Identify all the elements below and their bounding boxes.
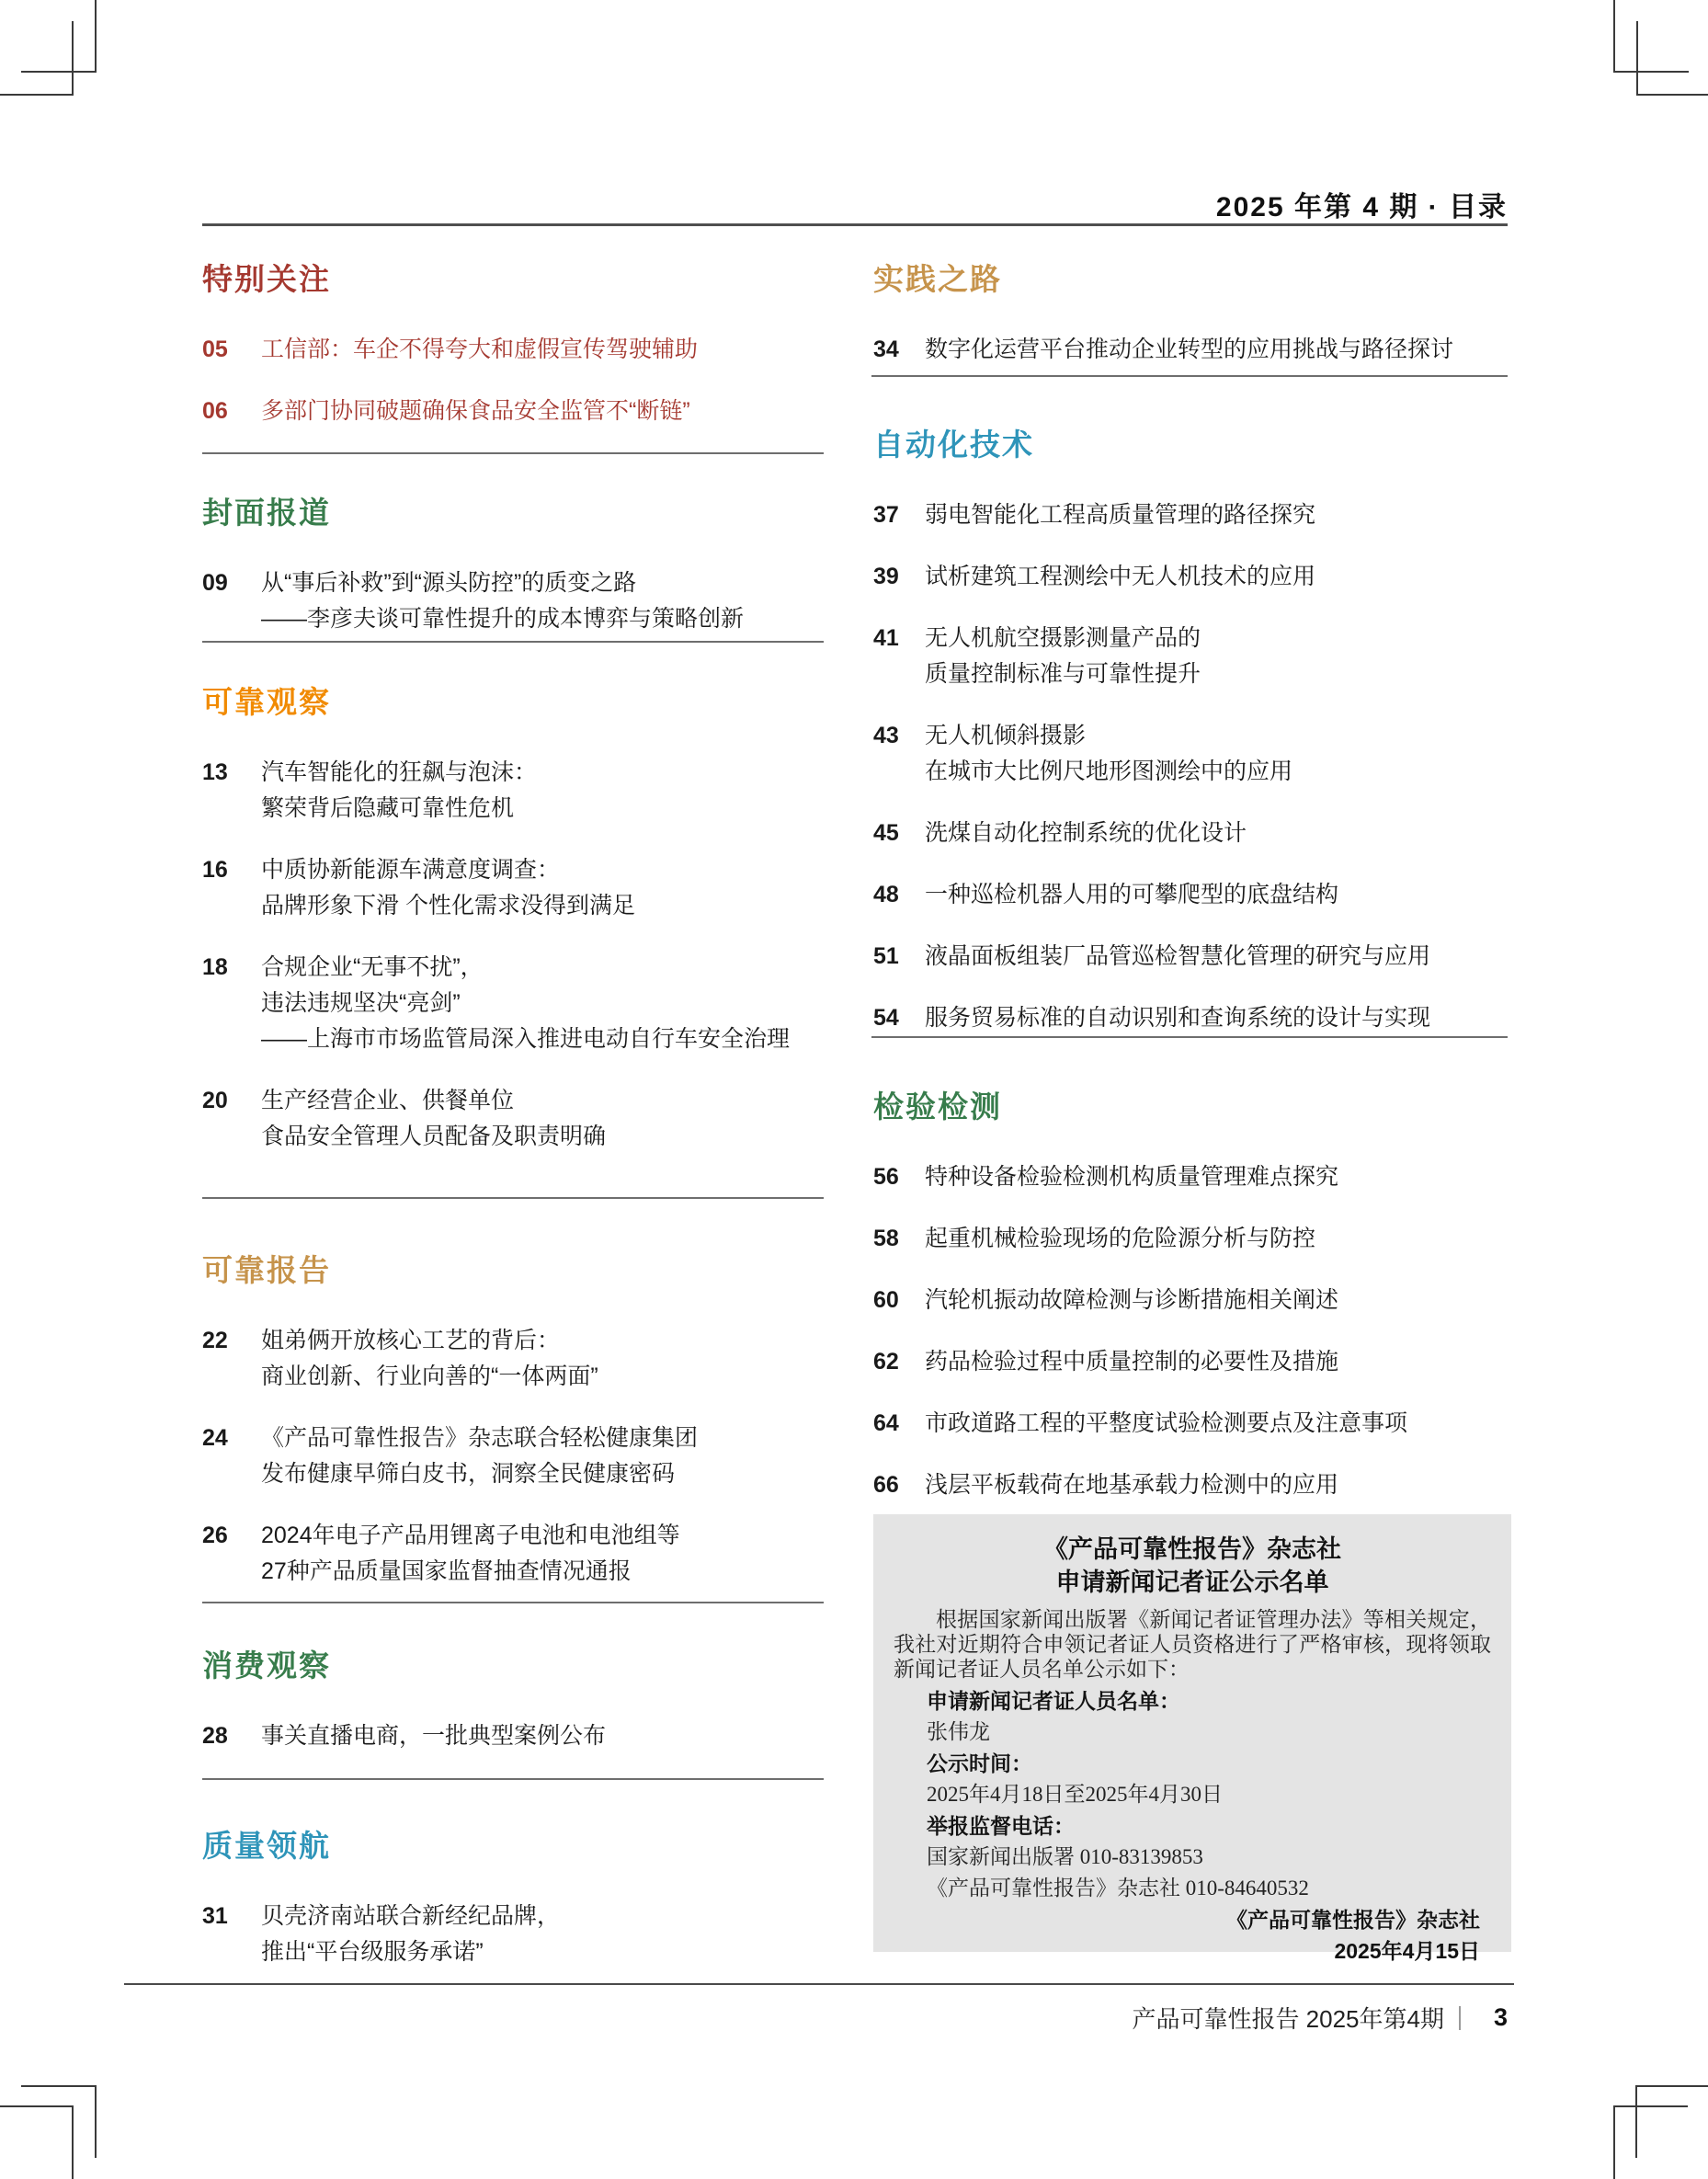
entry-title-line: 药品检验过程中质量控制的必要性及措施 (925, 1349, 1339, 1375)
toc-entry (202, 1420, 824, 1492)
toc-entry (873, 877, 1508, 913)
toc-entry (873, 332, 1508, 368)
entry-title-line: 合规企业“无事不扰”， (261, 954, 484, 980)
notice-title-line2: 申请新闻记者证公示名单 (1055, 1569, 1329, 1596)
entry-title-line: 汽车智能化的狂飙与泡沫： (261, 759, 538, 785)
notice-phone-line1: 国家新闻出版署 010-83139853 (927, 1845, 1203, 1868)
entry-page-number: 06 (202, 398, 228, 424)
entry-page-number: 16 (202, 857, 228, 883)
entry-title-line: 推出“平台级服务承诺” (261, 1939, 484, 1965)
toc-entry (202, 1323, 824, 1395)
toc-entry (202, 950, 824, 1057)
footer-rule (124, 1983, 1514, 1985)
entry-title-line: 数字化运营平台推动企业转型的应用挑战与路径探讨 (925, 337, 1454, 362)
section-cover-story (202, 489, 824, 663)
entry-title-line: 无人机倾斜摄影 (925, 723, 1087, 748)
crop-mark-bottom-left-inner (0, 2105, 74, 2179)
entry-page-number: 05 (202, 337, 228, 362)
notice-names-value: 张伟龙 (927, 1720, 990, 1743)
entry-title-line: 无人机航空摄影测量产品的 (925, 625, 1201, 651)
toc-entry (202, 565, 824, 637)
section-title: 特别关注 (202, 262, 331, 296)
entry-page-number: 39 (873, 564, 899, 589)
entry-title-line: 贝壳济南站联合新经纪品牌， (261, 1903, 561, 1929)
entry-page-number: 66 (873, 1472, 899, 1498)
entry-page-number: 48 (873, 882, 899, 907)
crop-mark-bottom-right-inner (1613, 2105, 1688, 2179)
toc-entry (873, 1159, 1508, 1195)
section-title: 封面报道 (202, 496, 331, 530)
toc-entry (873, 1000, 1508, 1036)
entry-page-number: 43 (873, 723, 899, 748)
section-divider (202, 1197, 824, 1199)
page-title: 2025 年第 4 期 · 目录 (1215, 192, 1508, 222)
entry-page-number: 24 (202, 1425, 228, 1451)
entry-page-number: 58 (873, 1226, 899, 1251)
entry-page-number: 20 (202, 1088, 228, 1113)
entry-title-line: 《产品可靠性报告》杂志联合轻松健康集团 (261, 1425, 699, 1451)
entry-title-line: 起重机械检验现场的危险源分析与防控 (925, 1226, 1316, 1251)
entry-title-line: 在城市大比例尺地形图测绘中的应用 (925, 759, 1293, 784)
section-divider (871, 375, 1508, 377)
section-title: 可靠观察 (202, 685, 331, 719)
entry-title-line: 品牌形象下滑 个性化需求没得到满足 (261, 893, 635, 918)
footer-page-number: 3 (1493, 2003, 1508, 2031)
section-title: 实践之路 (873, 262, 1002, 296)
entry-title-line: 生产经营企业、供餐单位 (261, 1088, 515, 1113)
toc-entry (873, 1283, 1508, 1318)
footer-journal-issue: 产品可靠性报告 2025年第4期 (1132, 2005, 1444, 2033)
entry-page-number: 37 (873, 502, 899, 528)
entry-page-number: 09 (202, 570, 228, 596)
entry-title-line: 商业创新、行业向善的“一体两面” (261, 1363, 598, 1389)
toc-entry (202, 394, 824, 429)
crop-mark-top-right-inner (1636, 21, 1708, 96)
toc-entry (202, 1083, 824, 1155)
toc-entry (873, 1221, 1508, 1257)
entry-title-line: 多部门协同破题确保食品安全监管不“断链” (261, 398, 690, 424)
toc-entry (202, 1899, 824, 1970)
entry-title-line: 液晶面板组装厂品管巡检智慧化管理的研究与应用 (925, 943, 1431, 969)
footer (202, 2001, 1508, 2035)
entry-title-line: 洗煤自动化控制系统的优化设计 (925, 820, 1247, 846)
press-card-notice-box (873, 1514, 1511, 1963)
entry-title-line: 违法违规坚决“亮剑” (261, 990, 461, 1016)
entry-title-line: 质量控制标准与可靠性提升 (925, 661, 1201, 687)
section-divider (202, 641, 824, 643)
entry-title-line: 特种设备检验检测机构质量管理难点探究 (925, 1164, 1339, 1190)
entry-subtitle-line: ——李彦夫谈可靠性提升的成本博弈与策略创新 (261, 606, 745, 632)
section-title: 消费观察 (202, 1649, 331, 1683)
entry-title-line: 食品安全管理人员配备及职责明确 (261, 1124, 607, 1149)
toc-entry (873, 816, 1508, 851)
notice-phone-line2: 《产品可靠性报告》杂志社 010-84640532 (927, 1877, 1309, 1899)
toc-entry (873, 559, 1508, 595)
section-title: 可靠报告 (202, 1253, 331, 1287)
entry-title-line: 27种产品质量国家监督抽查情况通报 (261, 1558, 632, 1584)
entry-page-number: 51 (873, 943, 899, 969)
notice-label-names: 申请新闻记者证人员名单： (927, 1689, 1180, 1713)
entry-title-line: 从“事后补救”到“源头防控”的质变之路 (261, 570, 637, 596)
toc-entry (202, 755, 824, 827)
section-reliability-watch (202, 679, 824, 1181)
notice-title-line1: 《产品可靠性报告》杂志社 (1043, 1535, 1341, 1563)
entry-subtitle-line: ——上海市市场监管局深入推进电动自行车安全治理 (261, 1026, 791, 1052)
entry-page-number: 60 (873, 1287, 899, 1313)
toc-entry (873, 939, 1508, 975)
notice-signature-org: 《产品可靠性报告》杂志社 (1226, 1908, 1480, 1932)
notice-label-time: 公示时间： (927, 1751, 1032, 1775)
section-reliability-report (202, 1247, 824, 1615)
section-divider (871, 1036, 1508, 1038)
section-divider (202, 1778, 824, 1780)
entry-title-line: 市政道路工程的平整度试验检测要点及注意事项 (925, 1410, 1408, 1436)
entry-page-number: 31 (202, 1903, 228, 1929)
toc-entry (202, 852, 824, 924)
section-special-focus (202, 256, 824, 455)
section-automation-technology (873, 421, 1508, 1062)
entry-title-line: 姐弟俩开放核心工艺的背后： (261, 1328, 561, 1353)
toc-entry (202, 1518, 824, 1590)
entry-title-line: 繁荣背后隐藏可靠性危机 (261, 795, 515, 821)
entry-title-line: 试析建筑工程测绘中无人机技术的应用 (925, 564, 1316, 589)
entry-page-number: 64 (873, 1410, 899, 1436)
section-title: 检验检测 (873, 1090, 1002, 1124)
entry-page-number: 26 (202, 1523, 228, 1548)
entry-title-line: 中质协新能源车满意度调查： (261, 857, 561, 883)
section-divider (202, 452, 824, 454)
entry-page-number: 22 (202, 1328, 228, 1353)
crop-mark-top-left-inner (0, 21, 74, 96)
toc-entry (873, 621, 1508, 692)
entry-title-line: 弱电智能化工程高质量管理的路径探究 (925, 502, 1316, 528)
section-inspection-testing (873, 1083, 1508, 1529)
entry-page-number: 28 (202, 1723, 228, 1749)
section-consumer-watch (202, 1642, 824, 1780)
toc-entry (873, 1467, 1508, 1503)
entry-page-number: 13 (202, 759, 228, 785)
toc-entry (202, 332, 824, 368)
header-rule (202, 223, 1508, 226)
entry-page-number: 34 (873, 337, 899, 362)
section-divider (202, 1602, 824, 1603)
toc-entry (202, 1718, 824, 1754)
section-title: 质量领航 (202, 1829, 331, 1863)
toc-entry (873, 718, 1508, 790)
notice-time-value: 2025年4月18日至2025年4月30日 (927, 1783, 1223, 1806)
entry-page-number: 54 (873, 1005, 899, 1031)
notice-label-phone: 举报监督电话： (927, 1814, 1075, 1838)
entry-page-number: 18 (202, 954, 228, 980)
entry-title-line: 工信部：车企不得夸大和虚假宣传驾驶辅助 (261, 337, 699, 362)
entry-page-number: 56 (873, 1164, 899, 1190)
entry-title-line: 汽轮机振动故障检测与诊断措施相关阐述 (925, 1287, 1339, 1313)
entry-page-number: 45 (873, 820, 899, 846)
entry-title-line: 发布健康早筛白皮书，洞察全民健康密码 (261, 1461, 676, 1487)
section-title: 自动化技术 (873, 428, 1034, 462)
entry-page-number: 62 (873, 1349, 899, 1375)
entry-page-number: 41 (873, 625, 899, 651)
entry-title-line: 2024年电子产品用锂离子电池和电池组等 (261, 1523, 680, 1548)
entry-title-line: 浅层平板载荷在地基承载力检测中的应用 (925, 1472, 1339, 1498)
notice-signature-date: 2025年4月15日 (1334, 1939, 1480, 1963)
entry-title-line: 一种巡检机器人用的可攀爬型的底盘结构 (925, 882, 1339, 907)
section-practice-path (873, 256, 1508, 394)
section-quality-navigation (202, 1822, 824, 1996)
toc-entry (873, 1344, 1508, 1380)
entry-title-line: 服务贸易标准的自动识别和查询系统的设计与实现 (925, 1005, 1431, 1031)
entry-title-line: 事关直播电商，一批典型案例公布 (261, 1723, 607, 1749)
footer-divider-bar (1459, 2006, 1461, 2030)
toc-entry (873, 1406, 1508, 1442)
notice-paragraph: 根据国家新闻出版署《新闻记者证管理办法》等相关规定，我社对近期符合申领记者证人员资格进行了严格审核，现将领取新闻记者证人员名单公示如下： (894, 1608, 1491, 1681)
toc-entry (873, 497, 1508, 533)
